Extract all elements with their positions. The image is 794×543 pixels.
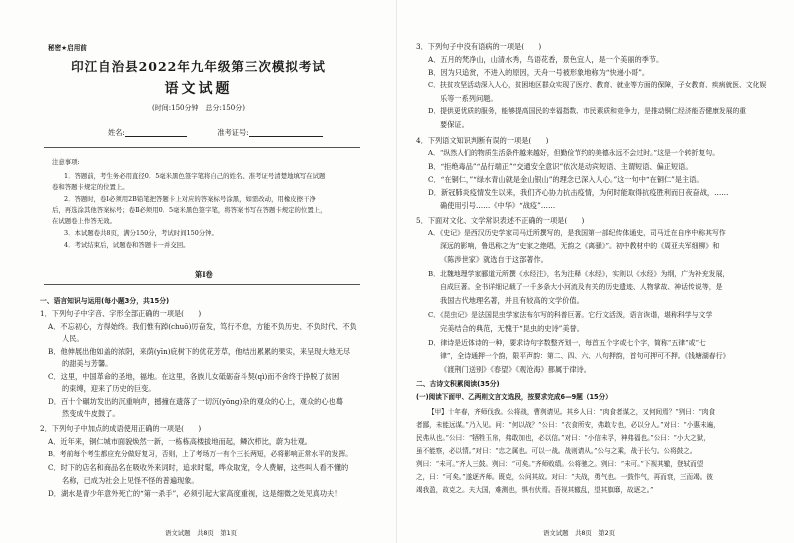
footer-right: 语文试题 共8页 第2页: [543, 529, 616, 537]
notice-title: 注意事项:: [52, 158, 80, 166]
passage-line: 者鄙，未能远谋。”乃入见。问：“何以战？”公曰：“衣食所安，弗敢专也，必以分人。”对曰：“小惠未遍，: [416, 421, 720, 429]
exam-title: 印江自治县2022年九年级第三次模拟考试: [71, 59, 326, 74]
q4-stem: 4．下列语文知识判断有误的一项是( ): [416, 136, 549, 145]
q5-option: C．《昆虫记》是法国昆虫学家法布尔写的科普巨著。它行文活泼，语言诙谐，堪称科学与文学: [428, 311, 713, 319]
notice-line: 3．本试题卷共8页，满分150分，考试时间150分钟。: [64, 229, 218, 237]
section-header: 第Ⅰ卷: [195, 270, 213, 279]
q5-option: 《陈涉世家》就选自于这部著作。: [440, 255, 548, 264]
q1-option: C．这里，中国革命的圣地，福地。在这里，各族儿女砥砺奋斗契(qì)而不舍终于挣脱了贫困: [48, 372, 340, 381]
notice-line: 2．答题时，卷Ⅰ必须用2B铅笔把答题卡上对应的答案标号涂黑，如需改动，用橡皮擦干净: [64, 195, 316, 203]
q2-option: D．湖水是青少年意外死亡的“第一杀手”，必须引起大家高度重视，这是细微之处见真功夫！: [48, 489, 342, 498]
q1-stem: 1．下列句子中字音、字形全部正确的一项是( ): [40, 309, 202, 318]
notice-line: 卷和答题卡规定的位置上。: [52, 183, 129, 191]
q3-option: B．因为只追赏，不进入的原因，天舟一号被形象地称为“快递小哥”。: [428, 68, 650, 77]
passage-line: 刿曰：“未可。”齐人三鼓。刿曰：“可矣。”齐师败绩。公将驰之。刿曰：“未可。”下视其辙，登轼而望: [416, 460, 704, 468]
q1-option: 人民。: [62, 334, 84, 343]
q1-option: 然变成牛皮鼓了。: [62, 409, 120, 418]
q3-option: A．五月的梵净山，山清水秀，鸟语花香，景色宜人，是一个美丽的季节。: [428, 55, 664, 64]
q2-option: A．近年来，铜仁城市面貌焕然一新，一栋栋高楼拔地而起，鳞次栉比，蔚为壮观。: [48, 437, 312, 446]
footer-left: 语文试题 共8页 第1页: [165, 529, 238, 537]
name-blank-line: [125, 128, 187, 137]
q4-option: A．“纵然人们的物质生活条件越来越好，但勤俭节约的美德永远不会过时。”这是一个转折复句。: [428, 149, 720, 157]
notice-line: 在试题卷上作答无效。: [52, 217, 116, 225]
ticket-blank-line: [249, 128, 323, 137]
q1-option: 的束缚，迎来了历史的巨变。: [62, 384, 156, 393]
passage-line: 竭我盈，故克之。夫大国，难测也，惧有伏焉。吾视其辙乱，望其旗靡，故逐之。”: [416, 486, 654, 494]
q5-option: 完美结合的典范，无愧于“昆虫的史诗”美誉。: [440, 324, 584, 333]
ticket-label: 准考证号:: [217, 128, 249, 137]
q5-option: 律”，全诗通押一个韵，限平声韵：第二、四、六、八句押韵，首句可押可不押。《钱塘湖春行》: [440, 352, 730, 360]
q4-option: D．新冠肺炎疫情发生以来，我们齐心协力抗击疫情，为何时能取得抗疫胜利而日夜奋战，……: [428, 188, 729, 197]
confidential-label: 秘密★启用前: [48, 44, 87, 52]
section-rule: [44, 284, 360, 285]
q3-option: D．提供更优质的服务，能够提高国民的幸福指数、市民素质和竞争力，是推动铜仁经济能否健康发展的重: [428, 107, 747, 115]
q3-option: 要保证。: [440, 120, 469, 129]
passage-line: 【甲】十年春，齐师伐我。公将战，曹刿请见。其乡人曰：“肉食者谋之，又何间焉？”刿曰：“肉食: [428, 408, 716, 416]
header-rule: [44, 147, 360, 148]
q2-option: B．考前每个考生都应充分做好复习，否则，上了考场万一有个三长两短，必将影响正常水平的发挥。: [48, 450, 353, 458]
part2-header: 二、古诗文积累阅读(35分): [416, 380, 500, 388]
q5-option: 《渡荆门送别》《春望》《观沧海》都属于律诗。: [440, 365, 591, 374]
q5-option: D．律诗是近体诗的一种，要求诗句字数整齐划一，每首五个字或七个字，简称“五律”或“七: [428, 339, 706, 347]
name-field: [108, 128, 323, 137]
q1-option: A．不忘初心，方得始终。我们惟有踔(chuō)厉奋发，笃行不怠，方能不负历史、不负时代、不负: [48, 322, 357, 331]
q4-option: C．“在铜仁，”“绿水青山就是金山银山”的理念已深入人心。”这一句中“在铜仁”是主语。: [428, 175, 704, 184]
q5-option: 我国古代地理名著，并且有较高的文学价值。: [440, 296, 584, 305]
q1-option: 的甜美与芳馨。: [62, 359, 113, 368]
q4-option: B．“拒绝毒品”“品行端正”“交通安全意识”依次是动宾短语、主谓短语、偏正短语。: [428, 162, 693, 171]
q5-option: A．《史记》是西汉历史学家司马迁所撰写的，是我国第一部纪传体通史，司马迁在自序中称其写作: [428, 229, 726, 237]
q3-option: C．扶贫攻坚活动深入人心，贫困地区群众实现了医疗、教育、就业等方面的保障，子女教育、疾病就医、文化娱: [428, 81, 767, 89]
q2-option: C．时下的店名和商品名在吸收外来词时，追求时髦，哗众取宠，令人费解，这些叫人看不懂的: [48, 463, 349, 472]
q3-option: 乐等一系列问题。: [440, 94, 498, 103]
passage-line: 民弗从也。”公曰：“牺牲玉帛，弗敢加也，必以信。”对曰：“小信未孚，神弗福也。”公曰：“小大之狱，: [416, 434, 710, 442]
exam-info: (时间:150分钟 总分:150分): [152, 104, 245, 112]
q2-option: 名称，已成为社会上见怪不怪的普遍现象。: [62, 476, 199, 485]
passage-line: 虽不能察，必以情。”对曰：“忠之属也。可以一战。战则请从。”公与之乘，战于长勺。公将鼓之。: [416, 447, 697, 455]
q1-option: D．百十个碾坊发出的沉重响声，撼撞在遗落了一切沉(yōng)杂的观众的心上，观众的心也蓦: [48, 397, 343, 406]
passage-line: 之，曰：“可矣。”遂逐齐师。既克，公问其故。对曰：“夫战，勇气也。一鼓作气，再而衰，三而竭。彼: [416, 473, 713, 481]
q5-option: 深远的影响，鲁迅称之为“史家之绝唱，无韵之《离骚》”。初中教材中的《周亚夫军细柳》和: [440, 242, 720, 250]
notice-line: 1．答题前，考生务必用直径0．5毫米黑色签字笔将自己的姓名、准考证号清楚地填写在试题: [64, 172, 326, 180]
notice-line: 4．考试结束后，试题卷和答题卡一并交回。: [64, 241, 190, 249]
q1-option: B．他伸展出他如盖的浓阴，来荫(yīn)庇树下的优花芳草，他结出累累的果实，来呈现大地无尽: [48, 347, 351, 356]
q4-option: 确使用引号……《中华》“战疫”……: [440, 201, 556, 210]
part2-subheader: (一)阅读下面甲、乙两则文言文选段，按要求完成6—9题（15分）: [416, 393, 612, 401]
q2-stem: 2．下列句子中加点的成语使用正确的一项是( ): [40, 424, 202, 433]
q5-option: B．北魏地理学家郦道元所撰《水经注》，名为注释《水经》，实则以《水经》为纲，广为补充发展，: [428, 270, 730, 278]
q5-stem: 5．下面对文化、文学常识表述不正确的一项是( ): [416, 216, 585, 225]
q5-option: 自成巨著。全书详细记载了一千多条大小河流及有关的历史遗迹、人物掌故、神话传说等，是: [440, 283, 723, 291]
part1-header: 一、语言知识与运用(每小题3分，共15分): [40, 297, 170, 305]
q3-stem: 3．下列句子中没有语病的一项是( ): [416, 42, 542, 51]
subject-title: 语文试题: [164, 81, 233, 97]
name-label: 姓名:: [108, 128, 125, 137]
notice-line: 后，再选涂其他答案标号；卷Ⅱ必须用0．5毫米黑色签字笔，将答案书写在答题卡规定的位置上，: [52, 206, 327, 214]
